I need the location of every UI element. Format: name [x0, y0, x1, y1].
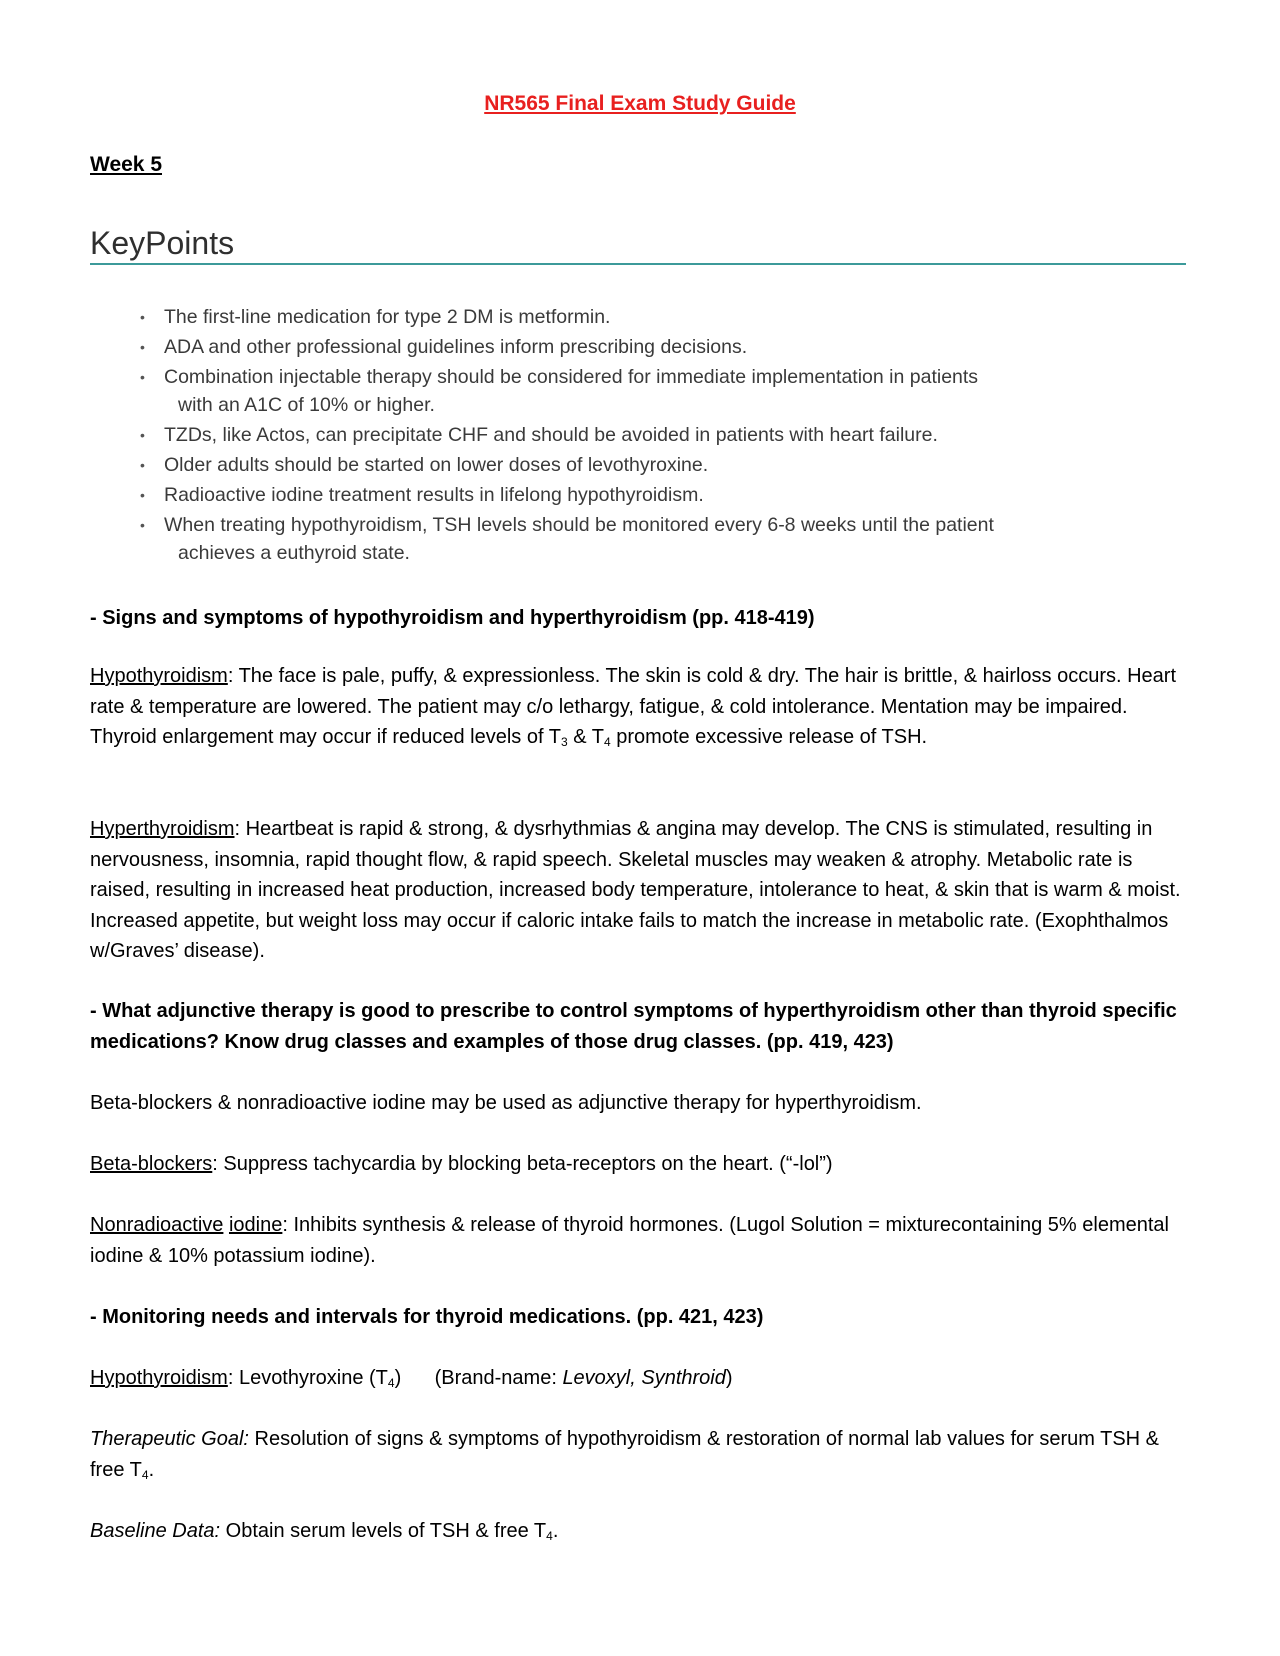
question-signs-symptoms: - Signs and symptoms of hypothyroidism and hyperthyroidism (pp. 418-419) [90, 607, 815, 629]
week-heading: Week 5 [90, 153, 162, 176]
bullet-icon: • [140, 457, 145, 473]
levothyroxine-line: Hypothyroidism: Levothyroxine $(T_4)$ (Brand-name: Levoxyl, Synthroid) [90, 1367, 733, 1390]
key-points-list [136, 303, 1146, 569]
question-adjunctive-therapy: - What adjunctive therapy is good to prescribe to control symptoms of hyperthyroidism other than thyroid specific medications? Know drug classes and examples of those drug classes. (pp. 419, 423) [90, 1000, 1177, 1053]
therapeutic-goal-paragraph: Therapeutic Goal: Resolution of signs & symptoms of hypothyroidism & restoration of normal lab values for serum TSH & free $T_4$. [90, 1428, 1159, 1482]
bullet-icon: • [140, 427, 145, 443]
bullet-icon: • [140, 487, 145, 503]
baseline-data-paragraph: Baseline Data: Obtain serum levels of TSH & free $T_4$. [90, 1520, 559, 1543]
bullet-icon: • [140, 369, 145, 385]
list-item: • Older adults should be started on lower doses of levothyroxine. [136, 451, 1146, 479]
list-item: • Radioactive iodine treatment results in lifelong hypothyroidism. [136, 481, 1146, 509]
nonradioactive-iodine-paragraph: Nonradioactive iodine: Inhibits synthesis & release of thyroid hormones. (Lugol Solution = mixturecontaining 5% elemental iodine & 10% potassium iodine). [90, 1214, 1169, 1267]
key-points-header [90, 224, 1186, 265]
question-monitoring: - Monitoring needs and intervals for thyroid medications. (pp. 421, 423) [90, 1306, 764, 1328]
bullet-icon: • [140, 309, 145, 325]
list-item: • ADA and other professional guidelines inform prescribing decisions. [136, 333, 1146, 361]
key-points-title: KeyPoints [90, 225, 235, 261]
list-item: • Combination injectable therapy should be considered for immediate implementation in patients with an A1C of 10% or higher. [136, 363, 1146, 419]
hypothyroidism-paragraph: Hypothyroidism: The face is pale, puffy, & expressionless. The skin is cold & dry. The hair is brittle, & hairloss occurs. Heart rate & temperature are lowered. The patient may c/o lethargy, fatigue, & cold intolerance. Mentation may be impaired. Thyroid enlargement may occur if reduced levels of $T_3$ & $T_4$ promote excessive release of TSH. [90, 665, 1177, 749]
document-title: NR565 Final Exam Study Guide [484, 92, 796, 115]
bullet-icon: • [140, 517, 145, 533]
beta-blockers-paragraph: Beta-blockers: Suppress tachycardia by blocking beta-receptors on the heart. (“-lol”) [90, 1153, 833, 1175]
list-item: • When treating hypothyroidism, TSH levels should be monitored every 6-8 weeks until the patient achieves a euthyroid state. [136, 511, 1146, 567]
list-item: • TZDs, like Actos, can precipitate CHF and should be avoided in patients with heart failure. [136, 421, 1146, 449]
bullet-icon: • [140, 339, 145, 355]
hyperthyroidism-paragraph: Hyperthyroidism: Heartbeat is rapid & strong, & dysrhythmias & angina may develop. The CNS is stimulated, resulting in nervousness, insomnia, rapid thought flow, & rapid speech. Skeletal muscles may weaken & atrophy. Metabolic rate is raised, resulting in increased heat production, increased body temperature, intolerance to heat, & skin that is warm & moist. Increased appetite, but weight loss may occur if caloric intake fails to match the increase in metabolic rate. (Exophthalmos w/Graves’ disease). [90, 818, 1181, 962]
list-item: • The first-line medication for type 2 DM is metformin. [136, 303, 1146, 331]
adjunctive-paragraph: Beta-blockers & nonradioactive iodine may be used as adjunctive therapy for hyperthyroidism. [90, 1092, 922, 1114]
